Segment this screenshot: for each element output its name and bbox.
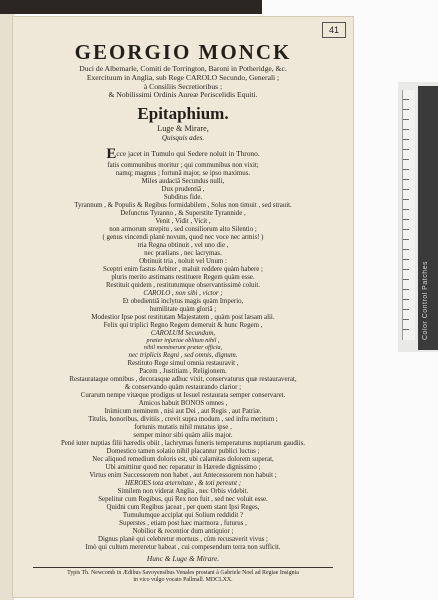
imprint-line: in vico vulgo vocato Pallmall. MDCLXX. (133, 576, 233, 583)
verse-line: Pacem , Justitiam , Religionem. (139, 368, 227, 376)
verse-line: Restaurataque omnibus , decorasque adhuc vixit, conservaturus quæ restauraverat, (69, 376, 297, 384)
verse-line: Felix qui triplici Regno Regem demeruit & hunc Regem , (103, 322, 263, 330)
verse-line: CAROLO , non sibi , victor ; (143, 290, 223, 298)
verse-line: HEROES tota æternitate , & toti pereunt ; (124, 480, 242, 488)
document-title: GEORGIO MONCK (74, 40, 292, 64)
verse-line: Tumulumque acciplat qui Solium reddidit ? (122, 512, 244, 520)
imprint-rule (33, 567, 333, 568)
verse-line: Superstes , etiam post hæc marmora , futurus , (119, 520, 247, 528)
top-shadow (0, 0, 262, 14)
verse-line: Restituit quidem , restitutumque observantissimè coluit. (105, 282, 261, 290)
verse-line: Ubi amittitur quod nec reparatur in Hærede dignissimo ; (105, 464, 261, 472)
verse-body (18, 162, 348, 552)
dedication-line: Duci de Albemarle, Comiti de Torrington, Baroni in Potheridge, &c. (79, 64, 287, 73)
verse-line: Titulis, honoribus, divitiis , crevit supra modum , sed infra meritum ; (88, 416, 278, 424)
verse-line: Nec aliquod remedium doloris est, ubi calamitas dolorem superat, (92, 456, 274, 464)
verse-line: Miles audaciâ Secundus nulli, (141, 178, 225, 186)
verse-line: Venit , Vidit , Vicit , (155, 218, 211, 226)
verse-line: humilitate quàm gloriâ ; (149, 306, 217, 314)
first-verse-line (18, 147, 348, 162)
verse-line: non armorum strepitu , sed consiliorum alto Silentio ; (109, 226, 257, 234)
verse-line: Restituto Rege simul omnia restauravit , (127, 360, 239, 368)
verse-line: fatis communibus moritur ; qui communibus non vixit; (107, 162, 259, 170)
verse-line: Obtinuit tria , noluit vel Unum : (139, 258, 227, 266)
verse-line: Amicos habuit BONOS omnes , (138, 400, 228, 408)
sub-heading-second: Quisquis ades. (161, 133, 205, 142)
verse-line: Sepelitur cum Regibus, qui Rex non fuit , sed nec voluit esse. (98, 496, 268, 504)
page-number-box: 41 (322, 22, 346, 38)
verse-line: Imò qui cultum mereretur habeat , cui compesendum terra non sufficit. (85, 544, 281, 552)
epitaph-heading: Epitaphium. (137, 104, 229, 124)
verse-line: namq; magnus ; fortunâ major, se ipso maximus. (115, 170, 251, 178)
verse-line: Nobilior & recentior dum antiquior ; (132, 528, 234, 536)
dedication-block (18, 65, 348, 100)
verse-line: nihil meminerunt præter officia, (143, 345, 223, 352)
verse-line: & conservando quàm restaurando clarior ; (124, 384, 242, 392)
imprint-line: Typis Th. Newcomb in Ædibus Savoyensibus Venales prostant à Gabriele Noel ad Regiae Insignia (67, 569, 299, 576)
verse-line: Defunctus Tyranno , & Superstite Tyrannide , (120, 210, 246, 218)
closing-line: Hunc & Luge & Mirare. (146, 554, 220, 564)
color-card-label: Color Control Patches (422, 261, 429, 340)
verse-line: pluris merito æstimans restituere Regem quàm esse. (111, 274, 255, 282)
verse-line: Tyrannum , & Populis & Regibus formidabilem , Solus non timuit , sed strauit. (74, 202, 292, 210)
verse-line: fortunis mutatis nihil mutatus ipse , (134, 424, 232, 432)
verse-line: Quidni cum Regibus jaceat , per quem stant Ipsi Reges, (106, 504, 260, 512)
verse-line: CAROLUM Secundum, (150, 330, 216, 338)
verse-line: Similem non viderat Anglia , nec Orbis videbit. (117, 488, 249, 496)
verse-line: Virtus enim Successorem non habet , aut Antecessorem non habuit ; (89, 472, 277, 480)
measure-scale (402, 90, 415, 340)
verse-line: ( genus vincendi planè novum, quod nec voce nec armis! ) (102, 234, 264, 242)
dedication-line: Exercituum in Anglia, sub Rege CAROLO Secundo, Generali ; (86, 72, 280, 82)
sub-heading: Luge & Mirare, (157, 124, 209, 134)
verse-line: Et obedientiâ inclytus magis quàm Imperio, (122, 298, 244, 306)
verse-line: Inimicum neminem , nisi aut Dei , aut Regis , aut Patriæ. (104, 408, 262, 416)
epitaph-text (18, 40, 348, 583)
verse-line: Pené iuter nuptias filii hæredis obiit , lachrymas funeris temperaturus nuptiarum gaudiis. (61, 440, 305, 448)
verse-line: Subditus fide. (163, 194, 203, 202)
verse-line: Curarum nempe vitæque prodigus ut Iesuel restaurata semper conservaret. (80, 392, 286, 400)
verse-line: Modestior Ipse post restitutam Majestatem , quàm post læsam alii. (91, 314, 275, 322)
drop-cap: E (106, 146, 117, 163)
dedication-line: à Consiliis Secretioribus ; (143, 81, 223, 91)
verse-line: præter injuriae oblitum nihil , (146, 338, 220, 345)
verse-line: nec prælians , nec lacrymas. (144, 250, 222, 258)
verse-line: nec triplicis Regni , sed omnis, dignum. (128, 352, 238, 360)
verse-line: Domestico tamen solatio nihil placantur publici luctus ; (106, 448, 260, 456)
verse-line: Dignus planè qui celebretur mortuus , cùm recusaverit vivus ; (98, 536, 268, 544)
verse-line: Sceptri enim fastus Arbiter , maluit reddere quàm habere ; (103, 266, 263, 274)
verse-line: Dux prudentiâ , (161, 186, 205, 194)
dedication-line: & Nobilissimi Ordinis Aureæ Periscelidis Equiti. (108, 90, 258, 100)
verse-line: tria Regna obtinuit , vel uno die , (137, 242, 229, 250)
first-verse-text: cce jacet in Tumulo qui Sedere noluit in Throno. (116, 149, 260, 159)
verse-line: semper minor sibi quàm aliis major. (133, 432, 233, 440)
